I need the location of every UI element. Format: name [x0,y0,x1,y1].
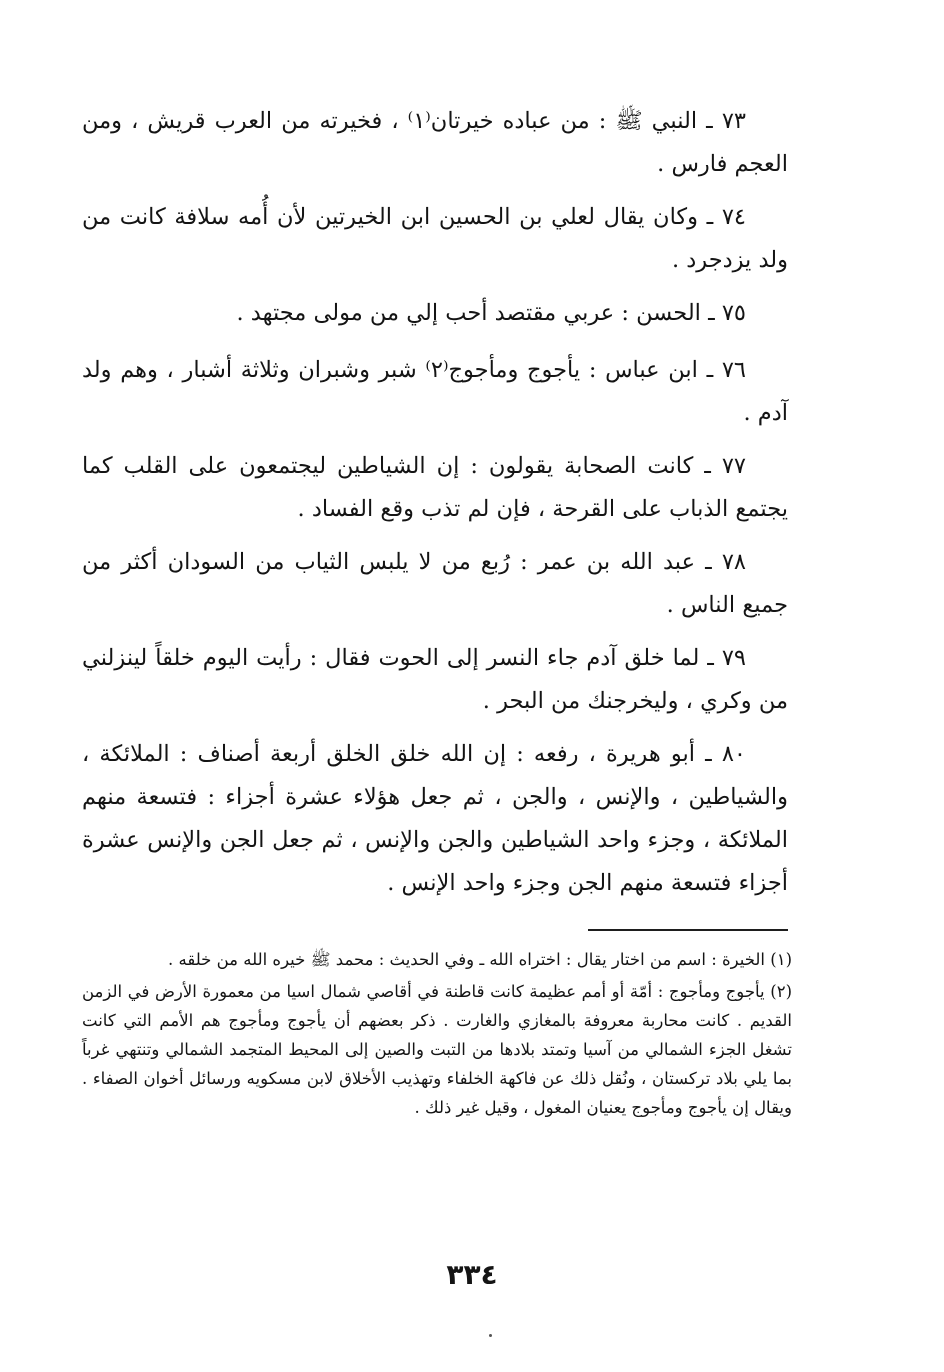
footnote-2: (٢) يأجوج ومأجوج : أمّة أو أمم عظيمة كانت قاطنة في أقاصي شمال اسيا من معمورة الأرض في الزمن القديم . كانت محاربة معروفة بالمغازي والغارت . ذكر بعضهم أن يأجوج ومأجوج هم الأمم التي كانت تشغل الجزء الشمالي من آسيا وتمتد بلادها من التبت والصين إلى المحيط المتجمد الشمالي وتنتهي غرباً بما يلي بلاد تركستان ، ونُقل ذلك عن فاكهة الخلفاء وتهذيب الأخلاق لابن مسكويه ورسائل أخوان الصفاء . ويقال إن يأجوج ومأجوج يعنيان المغول ، وقيل غير ذلك . [82,982,792,1117]
scan-speck [489,1334,492,1337]
paragraph-73: ٧٣ ـ النبي ﷺ : من عباده خيرتان⁽١⁾ ، فخيرته من العرب قريش ، ومن العجم فارس . [82,108,788,177]
page-number: ٣٣٤ [446,1258,498,1291]
paragraph-76: ٧٦ ـ ابن عباس : يأجوج ومأجوج⁽٢⁾ شبر وشبران وثلاثة أشبار ، وهم ولد آدم . [82,357,788,426]
main-text [82,100,788,915]
paragraph-75: ٧٥ ـ الحسن : عربي مقتصد أحب إلي من مولى مجتهد . [236,300,746,326]
footnote-divider [588,929,788,931]
paragraph-74: ٧٤ ـ وكان يقال لعلي بن الحسين ابن الخيرتين لأن أُمه سلافة كانت من ولد يزدجرد . [82,204,788,273]
footnotes [82,945,792,1125]
paragraph-77: ٧٧ ـ كانت الصحابة يقولون : إن الشياطين ليجتمعون على القلب كما يجتمع الذباب على القرحة ، فإن لم تذب وقع الفساد . [82,453,788,522]
footnote-1: (١) الخيرة : اسم من اختار يقال : اختراه الله ـ وفي الحديث : محمد ﷺ خيره الله من خلقه . [168,950,792,969]
paragraph-79: ٧٩ ـ لما خلق آدم جاء النسر إلى الحوت فقال : رأيت اليوم خلقاً لينزلني من وكري ، وليخرجنك من البحر . [82,645,788,714]
paragraph-80: ٨٠ ـ أبو هريرة ، رفعه : إن الله خلق الخلق أربعة أصناف : الملائكة ، والشياطين ، والإنس ، والجن ، ثم جعل هؤلاء عشرة أجزاء : فتسعة منهم الملائكة ، وجزء واحد الشياطين والجن والإنس ، ثم جعل الجن والإنس عشرة أجزاء فتسعة منهم الجن وجزء واحد الإنس . [82,741,788,896]
paragraph-78: ٧٨ ـ عبد الله بن عمر : رُبع من لا يلبس الثياب من السودان أكثر من جميع الناس . [82,549,788,618]
